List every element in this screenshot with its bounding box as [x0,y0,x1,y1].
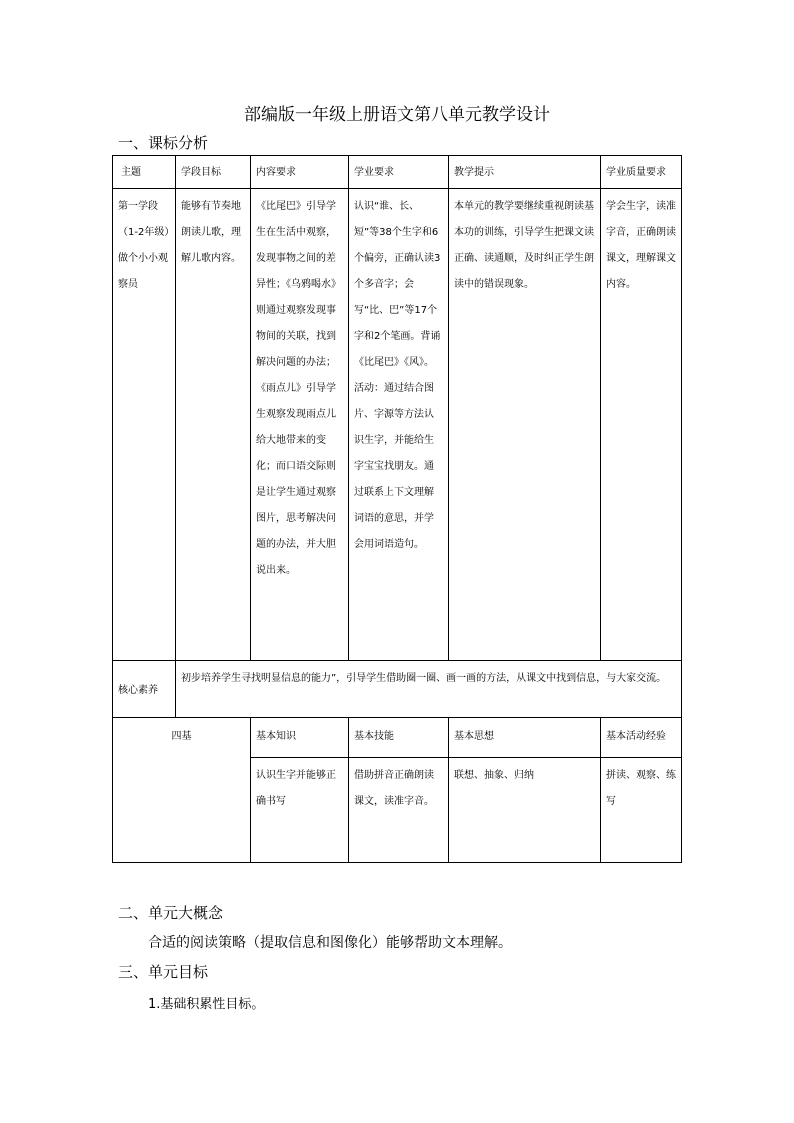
curriculum-table [112,155,682,863]
section-3-item: 1.基础积累性目标。 [148,997,265,1012]
content-cell: 《比尾巴》引导学生在生活中观察，发现事物之间的差异性；《乌鸦喝水》则通过观察发现事物间的关联，找到解决问题的办法；《雨点儿》引导学生观察发现雨点儿给大地带来的变化；而口语交际则是让学生通过观察图片，思考解决问题的办法，并大胆说出来。 [251,189,349,661]
four-header-cell: 基本思想 [449,717,601,757]
document-title: 部编版一年级上册语文第八单元教学设计 [244,105,550,125]
header-cell: 内容要求 [251,156,349,189]
four-value-cell: 借助拼音正确朗读课文，读准字音。 [349,757,449,862]
section-heading-1: 一、课标分析 [118,134,209,152]
four-header-cell: 基本知识 [251,717,349,757]
header-cell: 教学提示 [449,156,601,189]
header-cell: 学业质量要求 [601,156,682,189]
header-cell: 学业要求 [349,156,449,189]
core-row [113,660,682,717]
header-cell: 主题 [113,156,176,189]
topic-cell: 第一学段（1-2年级）做个小小观察员 [113,189,176,661]
table-header-row [113,156,682,189]
four-header-cell: 基本技能 [349,717,449,757]
quality-cell: 学会生字，读准字音，正确朗读课文，理解课文内容。 [601,189,682,661]
four-value-cell: 拼读、观察、练写 [601,757,682,862]
four-value-cell: 联想、抽象、归纳 [449,757,601,862]
tips-cell: 本单元的教学要继续重视朗读基本功的训练，引导学生把课文读正确、读通顺，及时纠正学生朗读中的错误现象。 [449,189,601,661]
section-heading-2: 二、单元大概念 [118,904,224,922]
core-text-cell: 初步培养学生寻找明显信息的能力”，引导学生借助圈一圈、画一画的方法，从课文中找到信息，与大家交流。 [176,660,682,717]
header-cell: 学段目标 [176,156,251,189]
core-label-cell: 核心素养 [113,660,176,717]
four-label-cell: 四基 [113,717,251,862]
section-heading-3: 三、单元目标 [118,963,209,981]
table-row [113,189,682,661]
requirement-cell: 认识“谁、长、短”等38个生字和6个偏旁，正确认读3个多音字；会写“比、巴”等17个字和2个笔画。背诵《比尾巴》《风》。活动：通过结合图片、字源等方法认识生字，并能给生字宝宝找朋友。通过联系上下文理解词语的意思，并学会用词语造句。 [349,189,449,661]
section-2-text: 合适的阅读策略（提取信息和图像化）能够帮助文本理解。 [148,935,512,951]
goal-cell: 能够有节奏地朗读儿歌，理解儿歌内容。 [176,189,251,661]
four-header-cell: 基本活动经验 [601,717,682,757]
four-header-row [113,717,682,757]
four-value-cell: 认识生字并能够正确书写 [251,757,349,862]
